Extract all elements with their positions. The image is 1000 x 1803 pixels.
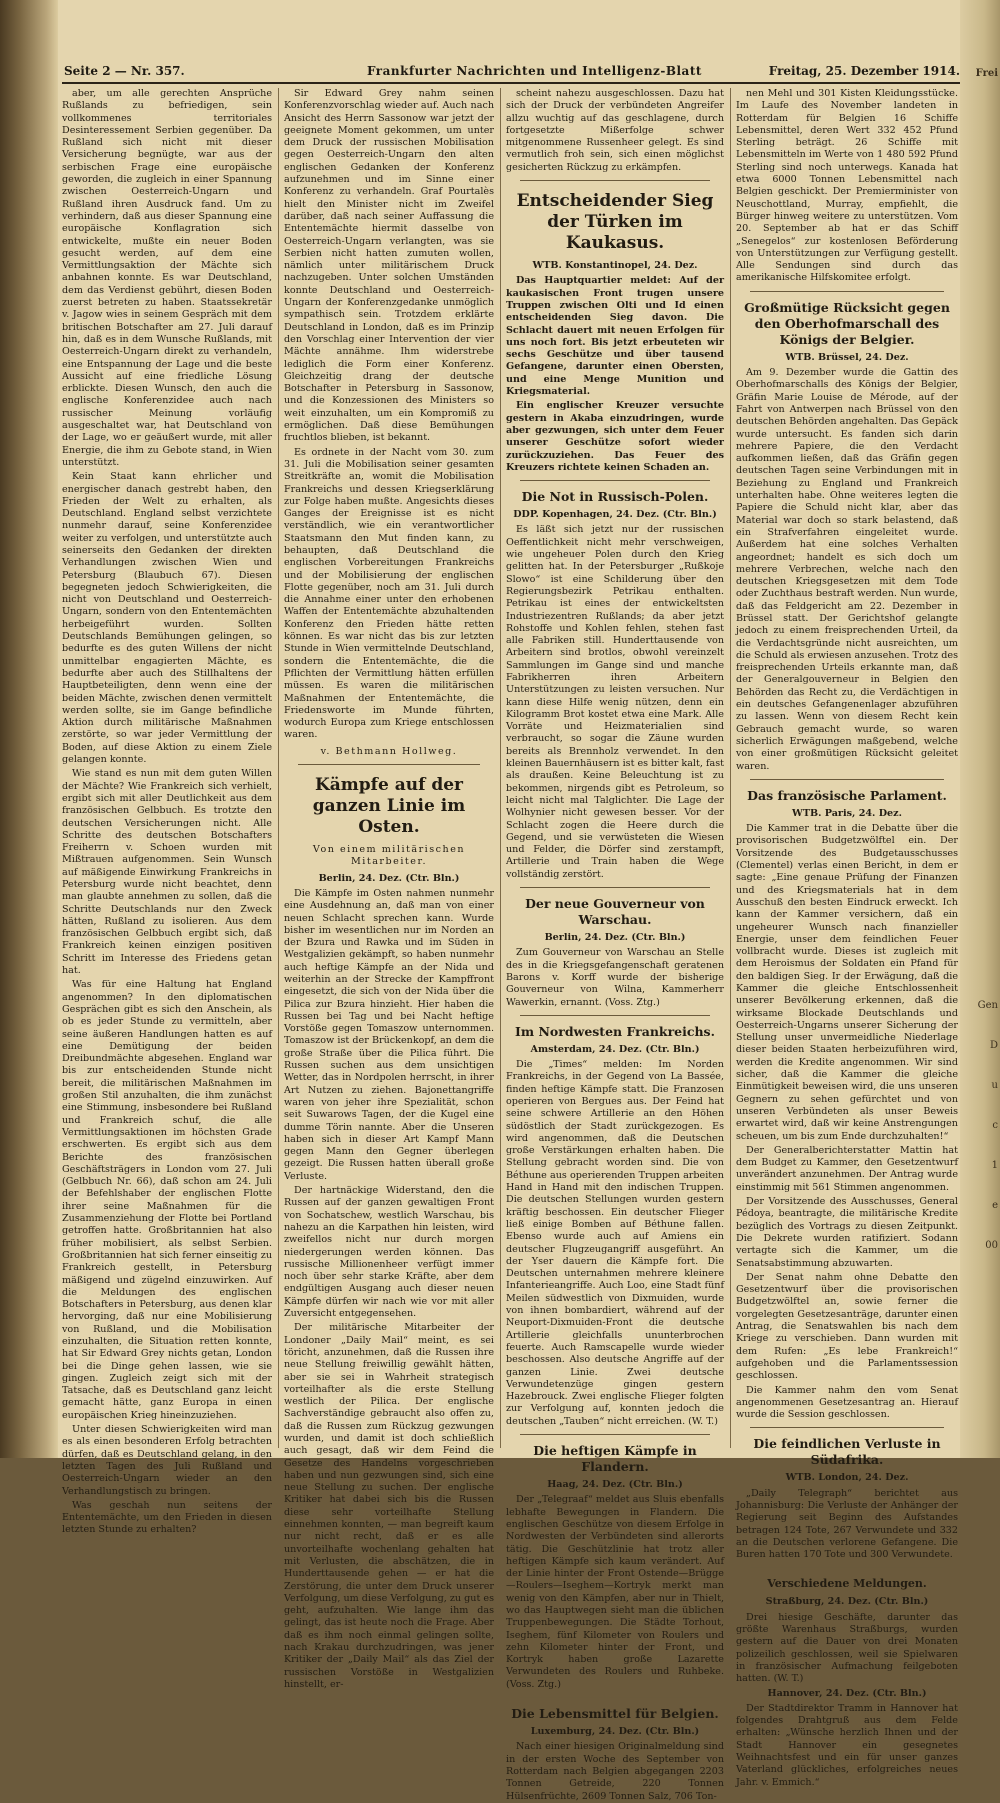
article-paragraph: Am 9. Dezember wurde die Gattin des Oberhofmarschalls des Königs der Belgier, Gräfin Marie Louise de Mérode, auf der Fahrt von Antwerpen nach Brüssel von den deutschen Behörden angehalten. Das Gepäck wurde untersucht. Es fanden sich darin mehrere Papiere, die den Verdacht aufkommen ließen, daß das Gräfin gegen deutschen Tagen seine Verbindungen mit in Beziehung zu England und Frankreich unterhalten habe. Ohne weiteres legten die Papiere die Schuld nicht klar, aber das Material war doch so stark belastend, daß ein Strafverfahren eingeleitet wurde. Außerdem hat eine solches Verhalten angeordnet; handelt es sich doch um mehrere Verbrechen, welche nach den deutschen Kriegsgesetzen mit dem Tode oder Zuchthaus bestraft werden. Nun wurde, daß das Feldgericht am 22. Dezember in Brüssel statt. Der Gerichtshof gelangte jedoch zu einem freisprechenden Urteil, da die Verdachtsgründe nicht ausreichten, um die Schuld als erwiesen anzusehen. Trotz des freisprechenden Urteils erkannte man, daß der Generalgouverneur in Belgien den Behörden das Recht zu, die Verdächtigen in ein deutsches Gefangenenlager abzuführen zu lassen. Wenn von diesem Recht kein Gebrauch gemacht wurde, so waren sicherlich Erwägungen maßgebend, welche von einer großmütigen Rücksicht geleitet waren. bbox=[736, 367, 958, 772]
section-divider bbox=[520, 480, 710, 481]
article-paragraph: Was für eine Haltung hat England angenommen? In den diplomatischen Gesprächen gibt es sich den Anschein, als ob es jeder Stunde zu vermitteln, aber seine äußeren Handlungen hatten es auf eine Demütigung der beiden Dreibundmächte abgesehen. England war bis zur entscheidenden Stunde nicht bereit, die militärischen Maßnahmen im großen Stil anzuhalten, die ihm zunächst eine Stimmung, insbesondere bei Rußland und Frankreich schuf, die alle Vermittlungsaktionen im höchsten Grade erschwerten. Es ergibt sich aus dem Berichte des französischen Geschäftsträgers in London vom 27. Juli (Gelbbuch Nr. 66), daß schon am 24. Juli der Befehlshaber der englischen Flotte ihrer seine Maßnahmen für die Zusammenziehung der Flotte bei Portland getroffen hatte. Großbritannien hat also früher mobilisiert, als selbst Serbien. Großbritannien hat sich ferner einseitig zu Frankreich gestellt, in Petersburg mäßigend und zügelnd einzuwirken. Auf die Meldungen des englischen Botschafters in Petersburg, aus denen klar hervorging, daß nur eine Mobilisierung von Rußland, und die Mobilisation einzuhalten, die Situation retten konnte, hat Sir Edward Grey nichts getan, London bei die Dinge gehen lassen, wie sie gingen. Zugleich zeigt sich mit der Tatsache, daß es Deutschland ganz leicht gemacht hätte, ganz Europa in einen europäischen Krieg hineinzuziehen. bbox=[62, 979, 272, 1421]
page-number: Seite 2 — Nr. 357. bbox=[64, 64, 185, 78]
edge-text: e bbox=[992, 1200, 998, 1211]
article-paragraph: nen Mehl und 301 Kisten Kleidungsstücke. Im Laufe des November landeten in Rotterdam für Belgien 16 Schiffe Lebensmittel, deren Wert 332 452 Pfund Sterling beträgt. 26 Schiffe mit Lebensmitteln im Werte von 1 480 592 Pfund Sterling sind noch unterwegs. Kanada hat etwa 6000 Tonnen Lebensmittel nach Belgien geschickt. Der Premierminister von Neuschottland, Murray, empfiehlt, die Bürger hinweg weitere zu unterstützen. Vom 20. September ab hat er das Schiff „Senegelos“ zur kostenlosen Beförderung von Unterstützungen zur Verfügung gestellt. Alle Sendungen sind durch das amerikanische Hilfskomitee erfolgt. bbox=[736, 88, 958, 284]
article-paragraph: Wie stand es nun mit dem guten Willen der Mächte? Wie Frankreich sich verhielt, ergibt sich mit aller Deutlichkeit aus dem französischen Gelbbuch. Es trotzte den deutschen Versicherungen nicht. Alle Schritte des deutschen Botschafters Freiherrn v. Schoen wurden mit Mißtrauen aufgenommen. Sein Wunsch auf mäßigende Einwirkung Frankreichs in Petersburg wurde nicht beachtet, denn man glaubte annehmen zu sollen, daß die Schritte Deutschlands nur den Zweck hätten, Rußland zu isolieren. Aus dem französischen Gelbbuch ergibt sich, daß Frankreich keinen einzigen positiven Schritt im Interesse des Friedens getan hat. bbox=[62, 768, 272, 977]
next-page-edge bbox=[960, 0, 1000, 1458]
page-header bbox=[62, 62, 960, 84]
headline-africa: Die feindlichen Verluste in Südafrika. bbox=[753, 1436, 941, 1468]
article-paragraph: Was geschah nun seitens der Ententemächte, um den Frieden in diesen letzten Stunde zu erhalten? bbox=[62, 1499, 272, 1536]
dateline: WTB. Konstantinopel, 24. Dez. bbox=[532, 260, 698, 272]
article-paragraph: Kein Staat kann ehrlicher und energischer danach gestrebt haben, den Frieden der Welt zu erhalten, als Deutschland. England selbst verzichtete nunmehr darauf, seine Konferenzidee weiter zu verfolgen, und unterstützte auch seinerseits den Gedanken der direkten Verhandlungen zwischen Wien und Petersburg (Blaubuch 67). Diesen begegneten jedoch Schwierigkeiten, die nicht von Deutschland und Oesterreich-Ungarn, sondern von den Ententemächten herbeigeführt wurden. Sollten Deutschlands Bemühungen gelingen, so bedurfte es des guten Willens der nicht unmittelbar engagierten Mächte, es bedurfte aber auch des Stillhaltens der Hauptbeteiligten, denn wenn eine der beiden Mächte, zwischen denen vermittelt werden sollte, sie im Gange befindliche Aktion durch militärische Maßnahmen zerstörte, so war jeder Vermittlung der Boden, auf diese Aktion zu einem Ziele gelangen konnte. bbox=[62, 471, 272, 766]
article-paragraph: „Daily Telegraph“ berichtet aus Johannisburg: Die Verluste der Anhänger der Regierung seit Beginn des Aufstandes betragen 124 Tote, 267 Verwundete und 332 an die Deutschen verlorene Gefangene. Die Buren hatten 170 Tote und 300 Verwundete. bbox=[736, 1487, 958, 1561]
dateline: WTB. London, 24. Dez. bbox=[785, 1472, 909, 1484]
column-2 bbox=[284, 88, 494, 1690]
article-signature: v. Bethmann Hollweg. bbox=[320, 745, 458, 757]
article-paragraph: Ein englischer Kreuzer versuchte gestern in Akaba einzudringen, wurde aber gezwungen, sich unter dem Feuer unserer Geschütze sofort wieder zurückzuziehen. Das Feuer des Kreuzers richtete keinen Schaden an. bbox=[506, 400, 724, 473]
article-paragraph: Es ordnete in der Nacht vom 30. zum 31. Juli die Mobilisation seiner gesamten Streitkräfte an, womit die Mobilisation Frankreichs und dessen Kriegserklärung zur Folge haben mußte. Angesichts dieses Ganges der Ereignisse ist es nicht verständlich, wie ein verantwortlicher Staatsmann den Mut finden kann, zu behaupten, daß Deutschland die englischen Vorbereitungen Frankreichs und der Mobilisierung der englischen Flotte gegenüber, noch am 31. Juli durch die Annahme einer unter den erhobenen Waffen der Ententemächte abzuhaltenden Konferenz den Frieden hätte retten können. Es war nicht das bis zur letzten Stunde in Wien vermittelnde Deutschland, sondern die Ententemächte, die die Pflichten der Vermittlung hätten erfüllen müssen. Es waren die militärischen Maßnahmen der Ententemächte, die Friedensworte im Munde führten, wodurch Europa zum Kriege entschlossen waren. bbox=[284, 446, 494, 741]
edge-text: c bbox=[992, 1120, 998, 1131]
article-paragraph: Der Generalberichterstatter Mattin hat dem Budget zu Kammer, den Gesetzentwurf unverändert anzunehmen. Der Antrag wurde einstimmig mit 561 Stimmen angenommen. bbox=[736, 1144, 958, 1193]
section-divider bbox=[750, 1567, 944, 1568]
section-divider bbox=[750, 291, 944, 292]
dateline: Berlin, 24. Dez. (Ctr. Bln.) bbox=[318, 872, 460, 884]
article-paragraph: Die „Times“ melden: Im Norden Frankreichs, in der Gegend von La Bassée, finden heftige Kämpfe statt. Die Franzosen operieren von Bergues aus. Der Feind hat seine schwere Artillerie an den Höhen südöstlich der Stadt zurückgezogen. Es wird angenommen, daß die Deutschen große Verstärkungen erhalten haben. Die Stellung gebracht worden sind. Die von Béthune aus operierenden Truppen arbeiten Hand in Hand mit den indischen Truppen. Die deutschen Stellungen wurden gestern kräftig beschossen. Ein deutscher Flieger ließ einige Bomben auf Béthune fallen. Ebenso wurde auch auf Amiens ein deutscher Flugzeugangriff ausgeführt. An der Yser dauern die Kämpfe fort. Die Deutschen unternahmen mehrere kleinere Infanterieangriffe. Auch Loo, eine Stadt fünf Meilen südwestlich von Dixmuiden, wurde von ihnen bombardiert, während auf der Neuport-Dixmuiden-Front die deutsche Artillerie gleichfalls ununterbrochen feuerte. Auch Ramscapelle wurde wieder beschossen. Also deutsche Angriffe auf der ganzen Linie. Zwei deutsche Verwundetenzüge gingen gestern Hazebrouck. Zwei englische Flieger folgten zur Verfolgung auf, konnten jedoch die deutschen „Tauben“ nicht erreichen. (W. T.) bbox=[506, 1059, 724, 1427]
article-paragraph: Der „Telegraaf“ meldet aus Sluis ebenfalls lebhafte Bewegungen in Flandern. Die englischen Geschütze von diesem Erfolge in Nordwesten der Verbündeten sind allerorts tätig. Die Geschützlinie hat trotz aller heftigen Kämpfe sich kaum verändert. Auf der Linie hinter der Front Ostende—Brügge—Roulers—Iseghem—Kortryk merkt man wenig von den Kämpfen, aber nur in Thielt, wo das Hauptwegen sieht man die üblichen Truppenbewegungen. Die Städte Torhout, Iseghem, fünf Kilometer von Roulers und zehn Kilometer hinter der Front, und Kortryk haben große Lazarette Verwundeten des Roulers und Ruhbeke. (Voss. Ztg.) bbox=[506, 1494, 724, 1690]
section-divider bbox=[520, 1434, 710, 1435]
dateline: Berlin, 24. Dez. (Ctr. Bln.) bbox=[544, 932, 686, 944]
article-paragraph: Der Vorsitzende des Ausschusses, General Pédoya, beantragte, die militärische Kredite bezüglich des Vortrags zu diesen Zeitpunkt. Die Dekrete wurden ratifiziert. Sodann vertagte sich die Kammer, um die Senatsabstimmung abzuwarten. bbox=[736, 1196, 958, 1269]
dateline: Straßburg, 24. Dez. (Ctr. Bln.) bbox=[765, 1596, 929, 1608]
edge-text: 1 bbox=[991, 1160, 998, 1171]
dateline: WTB. Paris, 24. Dez. bbox=[792, 807, 902, 819]
headline-parliament: Das französische Parlament. bbox=[747, 787, 947, 803]
headline-food: Die Lebensmittel für Belgien. bbox=[511, 1706, 719, 1722]
column-rule bbox=[500, 88, 501, 1448]
dateline: WTB. Brüssel, 24. Dez. bbox=[785, 351, 909, 363]
edge-text: D bbox=[989, 1040, 998, 1051]
article-paragraph: Der militärische Mitarbeiter der Londoner „Daily Mail“ meint, es sei töricht, anzunehmen, daß die Russen ihre neue Stellung freiwillig gewählt hätten, aber sie sei in Wahrheit strategisch vorteilhafter als die erste Stellung westlich der Pilica. Der englische Sachverständige gebraucht also offen zu, daß die Russen zum Rückzug gezwungen wurden, und damit ist doch schließlich auch gesagt, daß wir dem Feind die Gesetze des Handelns vorgeschrieben haben und nun gezwungen sind, sich eine neue Stellung zu suchen. Der englische Kritiker hat dabei sich bis die Russen diese sehr vorteilhafte Stellung einnehmen konnten, — man begreift kaum nur nicht recht, daß er es alle unvorteilhafte wochenlang gehalten hat mit Verlusten, die abschätzen, die in Hunderttausende gehen — er hat die Zerstörung, die unter dem Druck unserer Verfolgung, um diese Verfolgung, zu gut es geht, aufzuhalten. Wie lange ihm das gelingt, das ist heute noch die Frage. Aber daß es ihm noch einmal gelingen sollte, nach Krakau durchzudringen, was jener Kritiker der „Daily Mail“ als das Ziel der russischen Vorstöße in Westgalizien hinstellt, er- bbox=[284, 1322, 494, 1690]
headline-flanders: Die heftigen Kämpfe in Flandern. bbox=[533, 1443, 697, 1475]
byline: Von einem militärischen Mitarbeiter. bbox=[312, 844, 466, 868]
headline-governor: Der neue Gouverneur von Warschau. bbox=[525, 896, 705, 928]
article-paragraph: Die Kammer nahm den vom Senat angenommenen Gesetzesantrag an. Hierauf wurde die Session geschlossen. bbox=[736, 1384, 958, 1421]
section-divider bbox=[520, 1697, 710, 1698]
headline-turks: Entscheidender Sieg der Türken im Kaukasus. bbox=[516, 191, 714, 254]
edge-text: 00 bbox=[985, 1240, 998, 1251]
section-divider bbox=[520, 1015, 710, 1016]
section-divider bbox=[750, 1427, 944, 1428]
dateline: Hannover, 24. Dez. (Ctr. Bln.) bbox=[767, 1687, 927, 1699]
section-divider bbox=[298, 764, 480, 765]
article-paragraph: Nach einer hiesigen Originalmeldung sind in der ersten Woche des September von Rotterdam nach Belgien abgegangen 2203 Tonnen Getreide, 220 Tonnen Hülsenfrüchte, 2609 Tonnen Salz, 706 Ton- bbox=[506, 1741, 724, 1802]
dateline: Haag, 24. Dez. (Ctr. Bln.) bbox=[547, 1479, 683, 1491]
article-paragraph: Es läßt sich jetzt nur der russischen Oeffentlichkeit nicht mehr verschweigen, wie ungeheuer Polen durch den Krieg gelitten hat. In der Petersburger „Rußkoje Slowo“ ist eine Schilderung über den Regierungsbezirk Petrikau enthalten. Petrikau ist eines der entwickeltsten Industriezentren Rußlands; da aber jetzt Rohstoffe und Kohlen fehlen, stehen fast alle Fabriken still. Hunderttausende von Arbeitern sind brotlos, obwohl vereinzelt Sammlungen im Gange sind und manche Fabrikherren ihren Arbeitern Unterstützungen zu leisten versuchen. Nur kann diese Hilfe wenig nützen, denn ein Kilogramm Brot kostet etwa eine Mark. Alle Vorräte und Heizmaterialien sind verbraucht, so sogar die Zäune wurden bereits als Brennholz verwendet. In den kleinen Bauernhäusern ist es bitter kalt, fast als draußen. Keine Beleuchtung ist zu bekommen, nirgends gibt es Petroleum, so leicht nicht mal Talglichter. Die Lage der Wolhynier nicht gewesen besser. Vor der Schlacht zogen die Heere durch die Gegend, und sie verwüsteten die Wiesen und Felder, die Dörfer sind zerstampft, Artillerie und Train haben die Wege vollständig zerstört. bbox=[506, 524, 724, 880]
edge-text: Frei bbox=[975, 68, 998, 79]
section-divider bbox=[750, 779, 944, 780]
column-rule bbox=[730, 88, 731, 1448]
binding-gutter bbox=[0, 0, 58, 1458]
headline-nw-france: Im Nordwesten Frankreichs. bbox=[515, 1023, 715, 1039]
issue-date: Freitag, 25. Dezember 1914. bbox=[768, 64, 960, 78]
headline-king: Großmütige Rücksicht gegen den Oberhofmarschall des Königs der Belgier. bbox=[744, 299, 950, 347]
column-rule bbox=[278, 88, 279, 1448]
article-paragraph: Das Hauptquartier meldet: Auf der kaukasischen Front trugen unsere Truppen zwischen Olti und Id einen entscheidenden Sieg davon. Die Schlacht dauert mit neuen Erfolgen für uns noch fort. Bis jetzt erbeuteten wir sechs Geschütze und über tausend Gefangene, darunter einen Obersten, und eine Menge Munition und Kriegsmaterial. bbox=[506, 275, 724, 398]
section-divider bbox=[520, 180, 710, 181]
edge-text: Gen bbox=[977, 1000, 998, 1011]
column-1 bbox=[62, 88, 272, 1536]
masthead: Frankfurter Nachrichten und Intelligenz-Blatt bbox=[367, 64, 702, 78]
column-4 bbox=[736, 88, 958, 1788]
dateline: Amsterdam, 24. Dez. (Ctr. Bln.) bbox=[530, 1043, 700, 1055]
article-paragraph: Unter diesen Schwierigkeiten wird man es als einen besonderen Erfolg betrachten dürfen, daß es Deutschland gelang, in den letzten Tagen des Juli Rußland und Oesterreich-Ungarn wieder an den Verhandlungstisch zu bringen. bbox=[62, 1424, 272, 1497]
article-paragraph: Der Stadtdirektor Tramm in Hannover hat folgendes Drahtgruß aus dem Felde erhalten: „Wünsche herzlich Ihnen und der Stadt Hannover ein gesegnetes Weihnachtsfest und ein für unser ganzes Vaterland glückliches, erfolgreiches neues Jahr. v. Emmich.“ bbox=[736, 1702, 958, 1788]
article-paragraph: Die Kämpfe im Osten nahmen nunmehr eine Ausdehnung an, daß man von einer neuen Schlacht sprechen kann. Wurde bisher im wesentlichen nur im Norden an der Bzura und Rawka und im Süden in Westgalizien gekämpft, so haben nunmehr auch heftige Kämpfe an der Nida und weiterhin an der Strecke der Kampffront eingesetzt, die sich von der Nida über die Pilica zur Bzura hinzieht. Hier haben die Russen bei Tag und bei Nacht heftige Vorstöße gegen Tomaszow unternommen. Tomaszow ist der Brückenkopf, an dem die große Straße über die Pilica führt. Die Russen suchen aus dem unsichtigen Wetter, das in Nordpolen herrscht, in ihrer Art Nutzen zu ziehen. Bajonettangriffe waren von jeher ihre Spezialität, schon seit Suwarows Tagen, der die Kugel eine dumme Törin nannte. Aber die Unseren haben sich in dieser Art Kampf Mann gegen Mann den Gegner überlegen gezeigt. Die Russen hatten überall große Verluste. bbox=[284, 887, 494, 1182]
article-paragraph: Sir Edward Grey nahm seinen Konferenzvorschlag wieder auf. Auch nach Ansicht des Herrn Sassonow war jetzt der geeignete Moment gekommen, um unter dem Druck der russischen Mobilisation gegen Oesterreich-Ungarn den alten englischen Gedanken der Konferenz aufzunehmen und im Sinne einer Konferenz zu verhandeln. Graf Pourtalès hielt den Minister nicht im Zweifel darüber, daß nach seiner Auffassung die Ententemächte hiermit dasselbe von Oesterreich-Ungarn verlangten, was sie Serbien nicht hatten zumuten wollen, nämlich unter militärischem Druck nachzugeben. Unter solchen Umständen konnte Deutschland und Oesterreich-Ungarn der Konferenzgedanke unmöglich sympathisch sein. Trotzdem erklärte Deutschland in London, daß es im Prinzip den Vorschlag einer Intervention der vier Mächte annähme. Ihm widerstrebe lediglich die Form einer Konferenz. Gleichzeitig drang der deutsche Botschafter in Petersburg in Sassonow, und die Konzessionen des Ministers so weit einzuhalten, um ein Kompromiß zu ermöglichen. Daß diese Bemühungen fruchtlos blieben, ist bekannt. bbox=[284, 88, 494, 444]
article-paragraph: Der hartnäckige Widerstand, den die Russen auf der ganzen gewaltigen Front von Sochatschew, westlich Warschau, bis nahezu an die Karpathen hin leisten, wird zweifellos nicht nur durch morgen niedergerungen werden können. Das russische Millionenheer verfügt immer noch über sehr starke Kräfte, aber dem endgültigen Ausgang auch dieser neuen Kämpfe dürfen wir nach wie vor mit aller Zuversicht entgegensehen. bbox=[284, 1185, 494, 1320]
article-paragraph: Der Senat nahm ohne Debatte den Gesetzentwurf über die provisorischen Budgetzwölftel an, sowie ferner die vorgelegten Gesetzesanträge, darunter einen Antrag, die Senatswahlen bis nach dem Kriege zu verschieben. Dann wurden mit dem Rufen: „Es lebe Frankreich!“ aufgehoben und die Parlamentssession geschlossen. bbox=[736, 1271, 958, 1382]
edge-text: u bbox=[991, 1080, 998, 1091]
headline-east: Kämpfe auf der ganzen Linie im Osten. bbox=[312, 775, 466, 838]
column-3 bbox=[506, 88, 724, 1802]
article-paragraph: Drei hiesige Geschäfte, darunter das größte Warenhaus Straßburgs, wurden gestern auf die Dauer von drei Monaten polizeilich geschlossen, weil sie Spielwaren in französischer Aufmachung feilgeboten hatten. (W. T.) bbox=[736, 1611, 958, 1685]
headline-misc: Verschiedene Meldungen. bbox=[767, 1577, 927, 1591]
article-paragraph: scheint nahezu ausgeschlossen. Dazu hat sich der Druck der verbündeten Angreifer allzu wuchtig auf das geschlagene, durch fortgesetzte Mißerfolge schwer mitgenommene Russenheer gelegt. Es sind vermutlich froh sein, sich einen möglichst gesicherten Rückzug zu erkämpfen. bbox=[506, 88, 724, 173]
article-paragraph: aber, um alle gerechten Ansprüche Rußlands zu befriedigen, sein vollkommenes territoriales Desinteressement Serbien gegenüber. Da Rußland sich nicht mit dieser Versicherung begnügte, war aus der serbischen Frage eine europäische geworden, die zugleich in einer Spannung zwischen Oesterreich-Ungarn und Rußland ihren Ausdruck fand. Um zu verhindern, daß aus dieser Spannung eine europäische Konflagration sich entwickelte, mußte ein neuer Boden gesucht werden, auf dem eine Vermittlungsaktion der Mächte sich anbahnen konnte. Es war Deutschland, dem das Verdienst gebührt, diesen Boden zuerst betreten zu haben. Staatssekretär v. Jagow wies in seinem Gespräch mit dem britischen Botschafter am 27. Juli darauf hin, daß es in dem Wunsche Rußlands, mit Oesterreich-Ungarn direkt zu verhandeln, eine Entspannung der Lage und die beste Aussicht auf eine friedliche Lösung erblickte. Diesen Wunsch, den auch die englische Konferenzidee auch nach russischer Meinung vorläufig ausgeschaltet war, hat Deutschland von der Lage, wo er geäußert wurde, mit aller Energie, die ihm zu Gebote stand, in Wien unterstützt. bbox=[62, 88, 272, 468]
article-paragraph: Die Kammer trat in die Debatte über die provisorischen Budgetzwölftel ein. Der Vorsitzende des Budgetausschusses (Clementel) verlas einen Bericht, in dem er sagte: „Eine genaue Prüfung der Finanzen und des Kriegsmaterials hat in dem Ausschuß den besten Eindruck erweckt. Ich kann der Kammer versichern, daß ein ungeheurer Wunsch nach finanzieller Energie, unser dem feindlichen Feuer vollbracht wurde. Dieses ist zugleich mit dem Heroismus der Soldaten ein Pfand für den baldigen Sieg. Ir der Erwägung, daß die Kammer die gleiche Entschlossenheit unserer Bevölkerung erkennen, daß die wirksame Blockade Deutschlands und Oesterreich-Ungarns unserer Sicherung der Stellung unser unvermeidliche Niederlage dieser beiden Staaten herbeizuführen wird, werden die Kredite angenommen. Wir sind sicher, daß die Kammer die gleiche Einmütigkeit beweisen wird, die uns unseren Gegnern zu sehen gefürchtet und von unseren Verbündeten als unser Beweis erwartet wird, daß wir keine Anstrengungen scheuen, um bis zum Ende durchzuhalten!“ bbox=[736, 823, 958, 1142]
headline-poland: Die Not in Russisch-Polen. bbox=[521, 489, 709, 505]
article-paragraph: Zum Gouverneur von Warschau an Stelle des in die Kriegsgefangenschaft geratenen Barons v. Korff wurde der bisherige Gouverneur von Wilna, Kammerherr Wawerkin, ernannt. (Voss. Ztg.) bbox=[506, 947, 724, 1008]
dateline: DDP. Kopenhagen, 24. Dez. (Ctr. Bln.) bbox=[513, 509, 717, 521]
section-divider bbox=[520, 887, 710, 888]
dateline: Luxemburg, 24. Dez. (Ctr. Bln.) bbox=[530, 1726, 700, 1738]
